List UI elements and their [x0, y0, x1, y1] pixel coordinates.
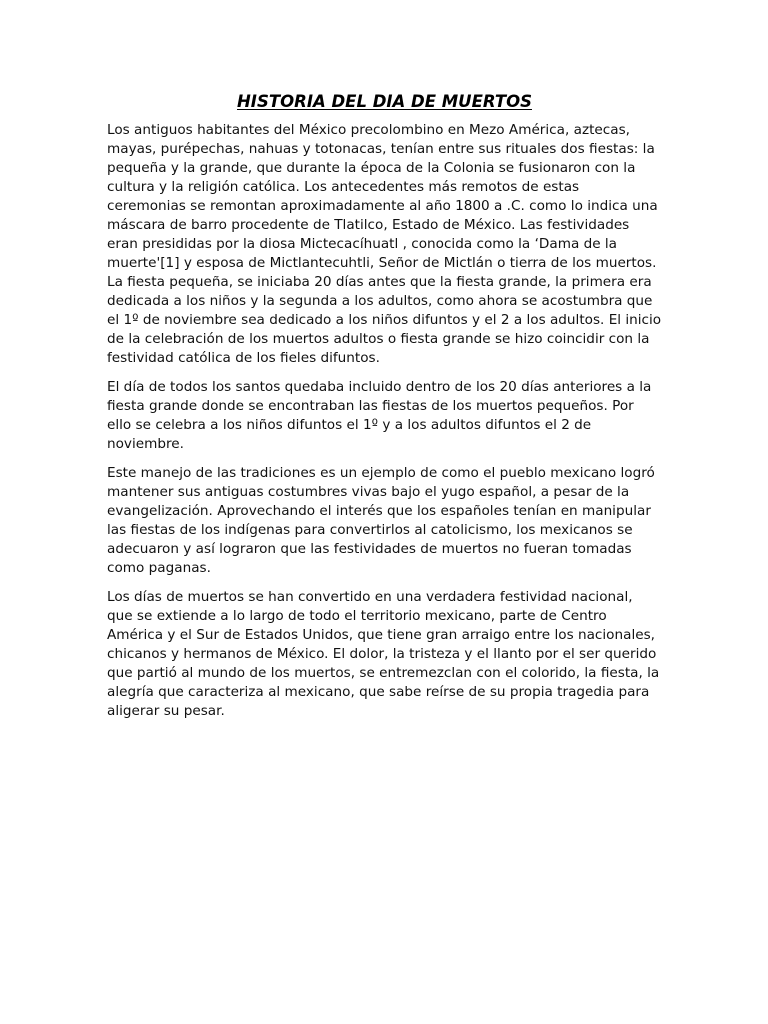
document-body	[107, 92, 662, 731]
document-title: HISTORIA DEL DIA DE MUERTOS	[237, 92, 532, 111]
paragraph-origins: Los antiguos habitantes del México precolombino en Mezo América, aztecas, mayas, purépechas, nahuas y totonacas, tenían entre sus rituales dos fiestas: la pequeña y la grande, que durante la época de la Colonia se fusionaron con la cultura y la religión católica. Los antecedentes más remotos de estas ceremonias se remontan aproximadamente al año 1800 a .C. como lo indica una máscara de barro procedente de Tlatilco, Estado de México. Las festividades eran presididas por la diosa Mictecacíhuatl , conocida como la ‘Dama de la muerte'[1] y esposa de Mictlantecuhtli, Señor de Mictlán o tierra de los muertos. La fiesta pequeña, se iniciaba 20 días antes que la fiesta grande, la primera era dedicada a los niños y la segunda a los adultos, como ahora se acostumbra que el 1º de noviembre sea dedicado a los niños difuntos y el 2 a los adultos. El inicio de la celebración de los muertos adultos o fiesta grande se hizo coincidir con la festividad católica de los fieles difuntos.	[107, 122, 662, 366]
paragraph-traditions: Este manejo de las tradiciones es un ejemplo de como el pueblo mexicano logró mantener sus antiguas costumbres vivas bajo el yugo español, a pesar de la evangelización. Aprovechando el interés que los españoles tenían en manipular las fiestas de los indígenas para convertirlos al catolicismo, los mexicanos se adecuaron y así lograron que las festividades de muertos no fueran tomadas como paganas.	[107, 465, 655, 576]
paragraph-national-festivity: Los días de muertos se han convertido en una verdadera festividad nacional, que se extiende a lo largo de todo el territorio mexicano, parte de Centro América y el Sur de Estados Unidos, que tiene gran arraigo entre los nacionales, chicanos y hermanos de México. El dolor, la tristeza y el llanto por el ser querido que partió al mundo de los muertos, se entremezclan con el colorido, la fiesta, la alegría que caracteriza al mexicano, que sabe reírse de su propia tragedia para aligerar su pesar.	[107, 589, 660, 719]
paragraph-all-saints: El día de todos los santos quedaba incluido dentro de los 20 días anteriores a la fiesta grande donde se encontraban las fiestas de los muertos pequeños. Por ello se celebra a los niños difuntos el 1º y a los adultos difuntos el 2 de noviembre.	[107, 379, 652, 452]
